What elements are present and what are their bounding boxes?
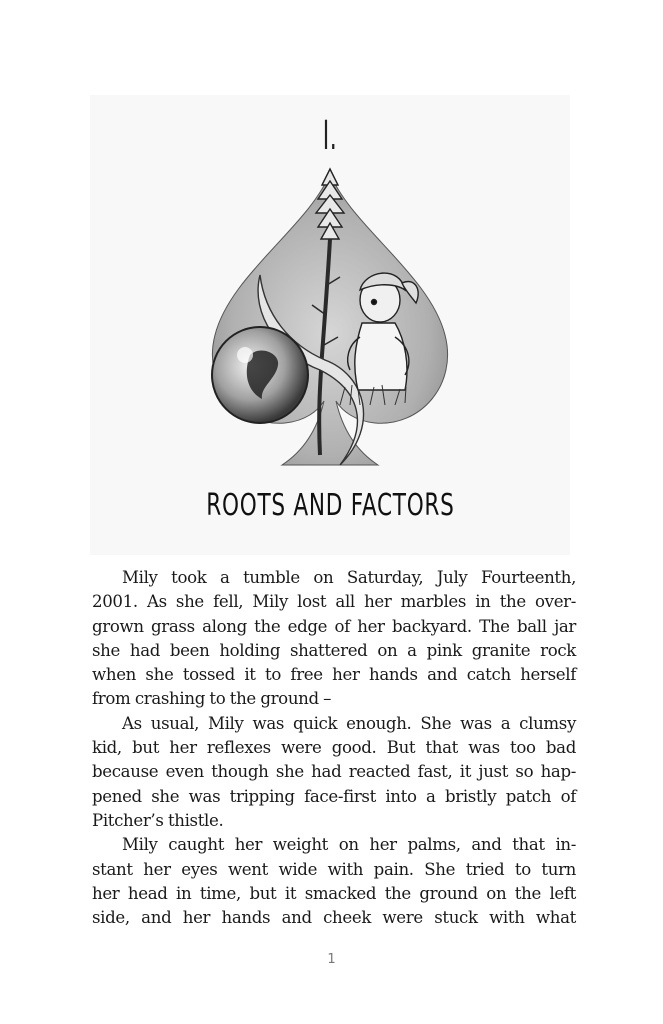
text-line: her head in time, but it smacked the ground on the left [92, 883, 576, 903]
text-line: when she tossed it to free her hands and catch herself [92, 665, 576, 685]
text-line: side, and her hands and cheek were stuck with what [92, 908, 576, 928]
text-line: because even though she had reacted fast, it just so hap- [92, 762, 576, 782]
chapter-number: I. [322, 113, 338, 159]
chapter-title-text: ROOTS AND FACTORS [205, 488, 455, 523]
text-line: kid, but her reflexes were good. But that was too bad [92, 738, 576, 758]
text-line: Mily caught her weight on her palms, and that in- [122, 835, 576, 855]
text-line: pened she was tripping face-first into a bristly patch of [92, 786, 576, 806]
page-number: 1 [327, 952, 336, 967]
chapter-body-text [92, 566, 576, 930]
text-line: grown grass along the edge of her backyard. The ball jar [92, 616, 576, 636]
text-line: 2001. As she fell, Mily lost all her marbles in the over- [92, 592, 576, 612]
text-line: she had been holding shattered on a pink granite rock [92, 640, 576, 660]
text-line: from crashing to the ground – [92, 689, 332, 709]
text-line: Pitcher’s thistle. [92, 810, 224, 830]
text-line: As usual, Mily was quick enough. She was a clumsy [122, 713, 576, 733]
chapter-title [90, 488, 570, 523]
spade-illustration-icon [190, 165, 470, 475]
text-line: Mily took a tumble on Saturday, July Fourteenth, [122, 568, 576, 587]
text-line: stant her eyes went wide with pain. She tried to turn [92, 859, 576, 879]
chapter-illustration-panel [90, 95, 570, 555]
